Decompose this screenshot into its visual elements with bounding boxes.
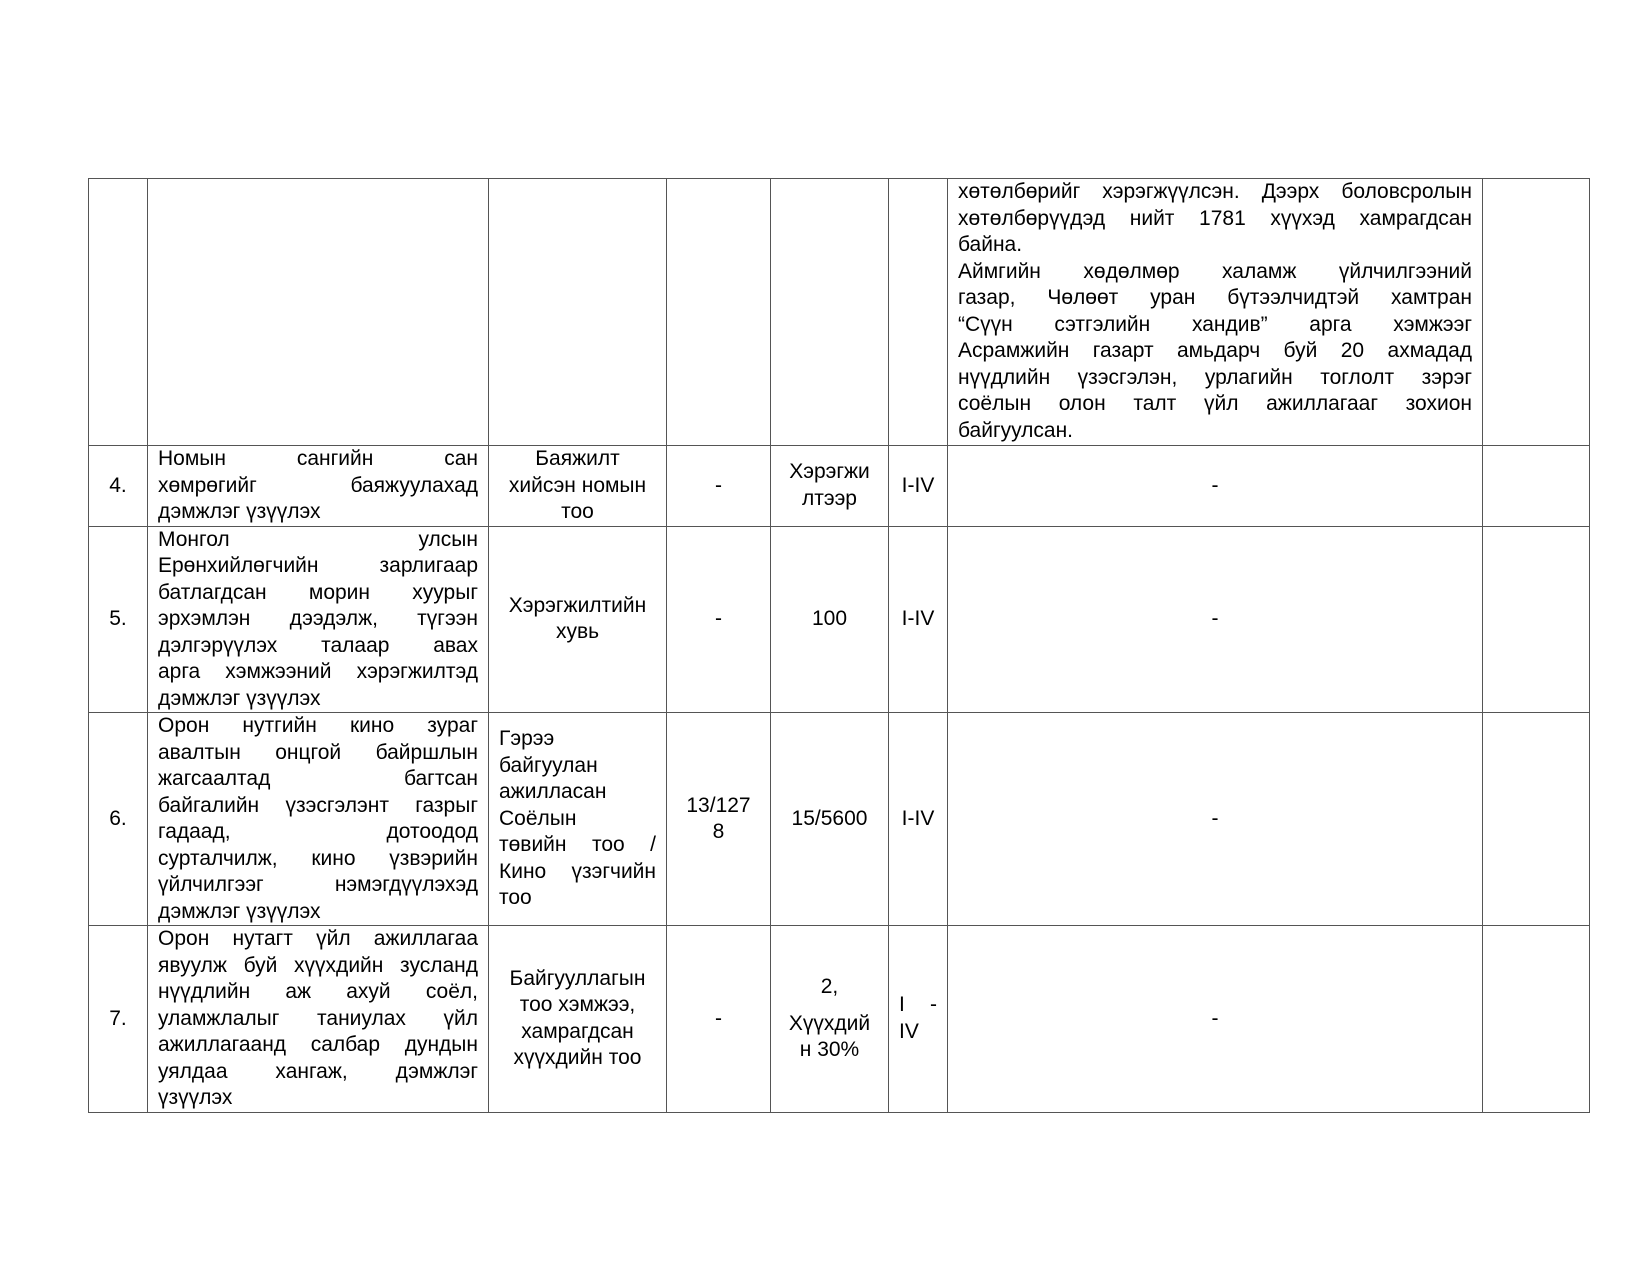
table-row	[89, 926, 1590, 1113]
activity-cell	[148, 713, 489, 926]
period-cell	[889, 926, 948, 1113]
target-line: 2,	[820, 975, 839, 998]
activity-line: авалтын онцгой байршлын	[158, 740, 478, 764]
target-line: Хүүхдий	[788, 1011, 871, 1035]
baseline-cell: -	[667, 926, 771, 1113]
note-cell	[1483, 713, 1590, 926]
activity-line: байгалийн үзэсгэлэнт газрыг	[158, 793, 478, 817]
activity-line: нүүдлийн аж ахуй соёл,	[158, 980, 478, 1003]
activity-line: уялдаа хангаж, дэмжлэг	[158, 1059, 478, 1083]
baseline-cell: -	[667, 446, 771, 527]
report-line: байгуулсан.	[958, 418, 1074, 442]
target-line: н 30%	[799, 1038, 860, 1061]
indicator-line: Соёлын	[499, 806, 577, 830]
baseline-line: 8	[712, 820, 725, 843]
activity-line: гадаад, дотоодод	[158, 820, 478, 843]
target-cell: 100	[771, 526, 889, 713]
table-row	[89, 526, 1590, 713]
plan-table	[88, 178, 1590, 1113]
activity-line: сурталчилж, кино үзвэрийн	[158, 846, 478, 870]
baseline-cell: -	[667, 526, 771, 713]
target-line: лтээр	[802, 486, 857, 510]
activity-line: ажиллагаанд салбар дундын	[158, 1033, 478, 1056]
activity-line: үзүүлэх	[158, 1086, 233, 1109]
indicator-line: хүүхдийн тоо	[513, 1046, 642, 1070]
report-line: Асрамжийн газарт амьдарч буй 20 ахмадад	[958, 339, 1472, 362]
activity-line: арга хэмжээний хэрэгжилтэд	[158, 660, 478, 683]
row-number: 5.	[89, 526, 148, 713]
report-cell: -	[948, 446, 1483, 527]
activity-line: дэмжлэг үзүүлэх	[158, 899, 321, 923]
activity-line: Орон нутгийн кино зураг	[158, 714, 478, 737]
report-line: байна.	[958, 233, 1023, 256]
indicator-cell	[489, 526, 667, 713]
period-line: I -	[899, 993, 937, 1017]
indicator-cell	[489, 713, 667, 926]
activity-line: Номын сангийн сан	[158, 447, 478, 470]
indicator-line: Баяжилт	[535, 447, 620, 470]
activity-line: уламжлалыг таниулах үйл	[158, 1006, 478, 1030]
note-cell	[1483, 446, 1590, 527]
period-cell	[889, 179, 948, 446]
baseline-line: 13/127	[686, 793, 751, 817]
indicator-line: хамрагдсан	[521, 1019, 634, 1043]
activity-line: Ерөнхийлөгчийн зарлигаар	[158, 554, 478, 577]
indicator-line: тоо	[561, 500, 594, 523]
activity-line: дэмжлэг үзүүлэх	[158, 500, 321, 523]
period-line: IV	[899, 1019, 919, 1043]
table-row	[89, 713, 1590, 926]
target-spacer	[781, 1001, 878, 1011]
period-cell: I-IV	[889, 713, 948, 926]
report-cell: -	[948, 526, 1483, 713]
report-cell: -	[948, 713, 1483, 926]
row-number: 4.	[89, 446, 148, 527]
report-line: Аймгийн хөдөлмөр халамж үйлчилгээний	[958, 259, 1472, 283]
period-cell: I-IV	[889, 446, 948, 527]
row-number: 7.	[89, 926, 148, 1113]
activity-line: батлагдсан морин хуурыг	[158, 580, 478, 604]
report-line: нүүдлийн үзэсгэлэн, урлагийн тоглолт зэрэг	[958, 365, 1472, 389]
row-number	[89, 179, 148, 446]
activity-line: Монгол улсын	[158, 527, 478, 551]
activity-line: хөмрөгийг баяжуулахад	[158, 473, 478, 497]
table-row	[89, 179, 1590, 446]
note-cell	[1483, 926, 1590, 1113]
activity-line: дэлгэрүүлэх талаар авах	[158, 633, 478, 657]
baseline-cell	[667, 179, 771, 446]
indicator-line: Гэрээ	[499, 727, 555, 751]
activity-line: явуулж буй хүүхдийн зусланд	[158, 953, 478, 977]
indicator-line: хийсэн номын	[508, 473, 647, 497]
indicator-line: ажилласан	[499, 780, 607, 804]
report-line: “Сүүн сэтгэлийн хандив” арга хэмжээг	[958, 312, 1472, 336]
activity-cell	[148, 526, 489, 713]
indicator-line: Байгууллагын	[509, 966, 646, 990]
report-cell: -	[948, 926, 1483, 1113]
activity-line: Орон нутагт үйл ажиллагаа	[158, 927, 478, 950]
indicator-cell	[489, 179, 667, 446]
indicator-line: тоо хэмжээ,	[519, 993, 636, 1017]
indicator-cell	[489, 446, 667, 527]
note-cell	[1483, 526, 1590, 713]
indicator-line: Кино үзэгчийн	[499, 859, 656, 883]
report-line: газар, Чөлөөт уран бүтээлчидтэй хамтран	[958, 286, 1472, 309]
indicator-line: тоо	[499, 886, 532, 910]
report-cell	[948, 179, 1483, 446]
activity-cell	[148, 179, 489, 446]
activity-cell	[148, 446, 489, 527]
period-cell: I-IV	[889, 526, 948, 713]
indicator-cell	[489, 926, 667, 1113]
target-cell: 15/5600	[771, 713, 889, 926]
baseline-cell	[667, 713, 771, 926]
target-cell	[771, 926, 889, 1113]
indicator-line: Хэрэгжилтийн	[508, 593, 647, 617]
report-line: соёлын олон талт үйл ажиллагааг зохион	[958, 392, 1472, 415]
indicator-line: хувь	[555, 620, 600, 644]
activity-line: дэмжлэг үзүүлэх	[158, 686, 321, 710]
report-line: хөтөлбөрүүдэд нийт 1781 хүүхэд хамрагдсан	[958, 206, 1472, 230]
activity-line: эрхэмлэн дээдэлж, түгээн	[158, 607, 478, 630]
activity-line: жагсаалтад багтсан	[158, 767, 478, 790]
target-cell	[771, 446, 889, 527]
target-cell	[771, 179, 889, 446]
report-line: хөтөлбөрийг хэрэгжүүлсэн. Дээрх боловсролын	[958, 180, 1472, 203]
table-row	[89, 446, 1590, 527]
activity-line: үйлчилгээг нэмэгдүүлэхэд	[158, 873, 478, 896]
activity-cell	[148, 926, 489, 1113]
target-line: Хэрэгжи	[789, 460, 870, 484]
row-number: 6.	[89, 713, 148, 926]
indicator-line: төвийн тоо /	[499, 833, 656, 857]
note-cell	[1483, 179, 1590, 446]
indicator-line: байгуулан	[499, 753, 598, 777]
